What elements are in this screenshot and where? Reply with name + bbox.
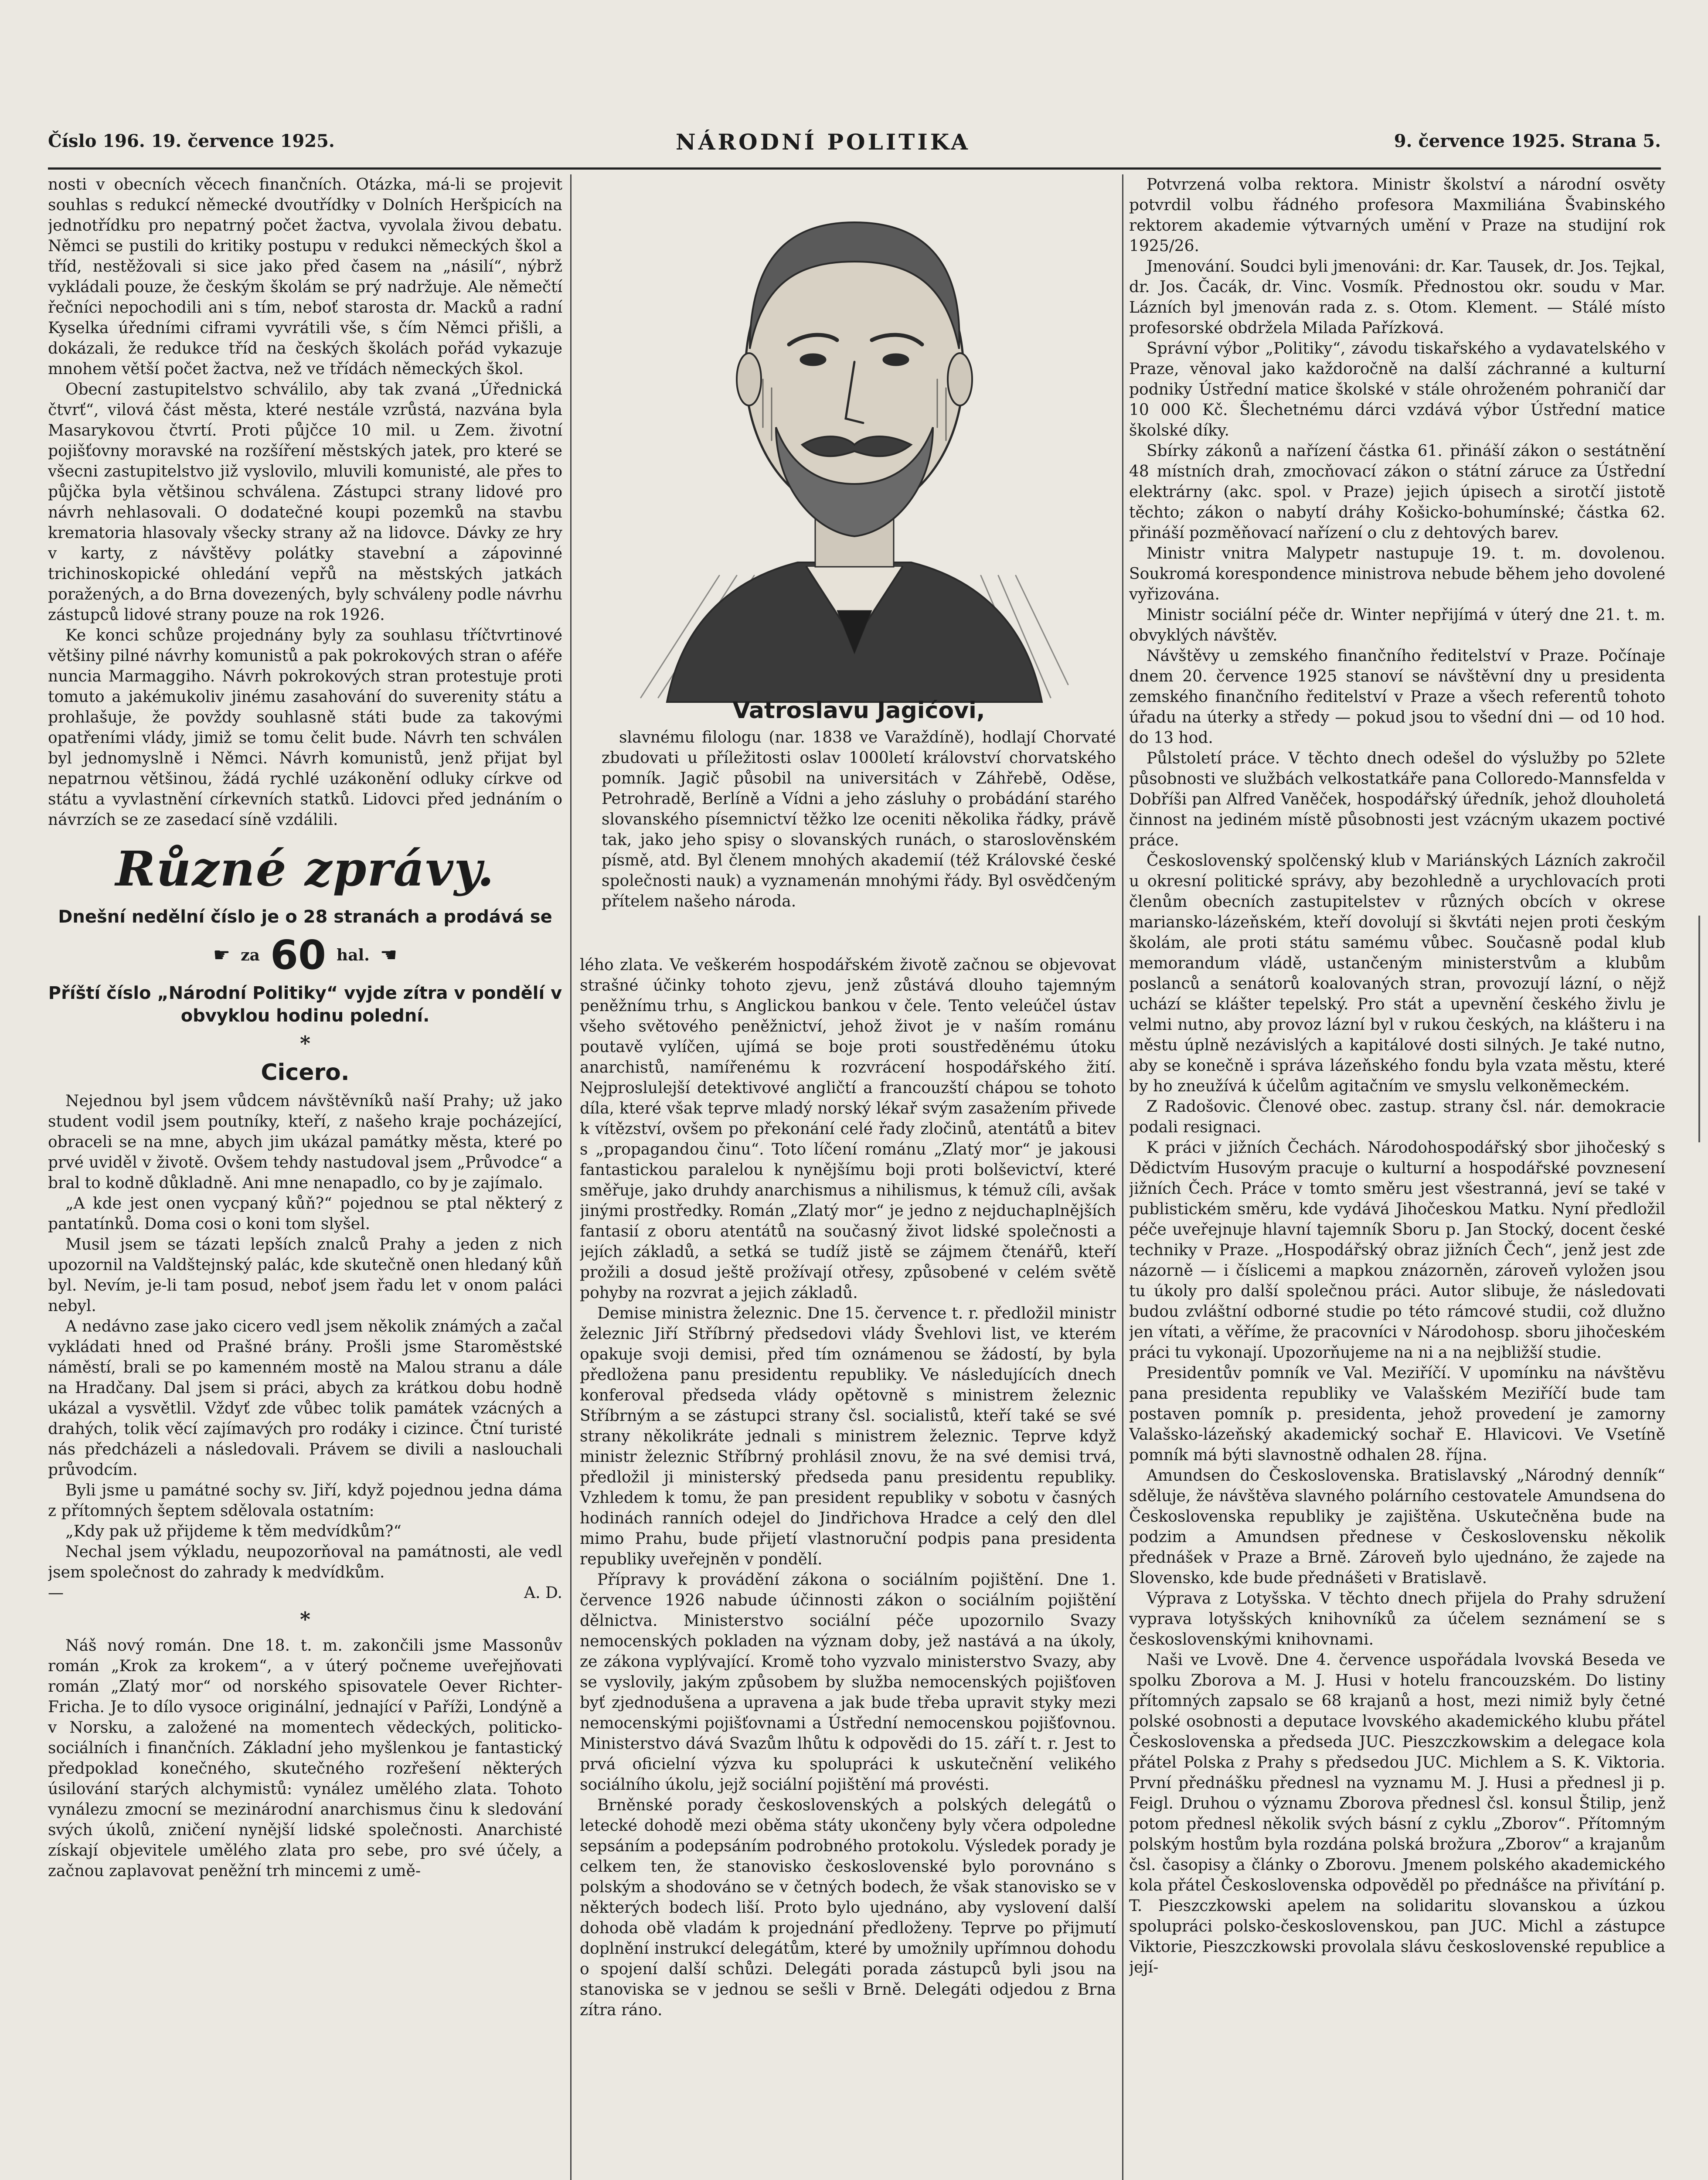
article-new-novel: Náš nový román. Dne 18. t. m. zakončili jsme Massonův román „Krok za krokem“, a v úterý počneme uveřejňovati román „Zlatý mor“ od norského spisovatele Oever Richter-Fricha. Je to dílo vysoce originální, jednající v Paříži, Londýně a v Norsku, a založené na momentech vědeckých, politicko-sociálních i finančních. Základní jeho myšlenkou je fantastický předpoklad konečného, skutečného rozřešení některých úsilování starých alchymistů: vynález umělého zlata. Tohoto vynálezu zmocní se mezinárodní anarchismus činu k sledování svých úkolů, zničení nynější lidské společnosti. Anarchisté získají objevitele umělého zlata pro sebe, pro své účely, a začnou zaplavovat peněžní trh mincemi z umě-: [48, 1637, 562, 1880]
news-marianske-lazne-club: Československý spolčenský klub v Mariánských Lázních zakročil u okresní politické správy, aby bezohledně a urychlovacích proti členům obecních zastupitelstev v různých obcích v okrese mariansko-lázeňském, kteří dovolují si škvtáti nejen proti českým školám, ale proti státu samému vůbec. Současně podal klub memorandum vládě, ustančeným ministerstvům a klubům poslanců a senátorů koalovaných stran, provozují lázní, o nějž uchází se klášter tepelský. Pro stát a upevnění českého živlu je velmi nutno, aby provoz lázní byl v rukou českých, na klášteru i na městu úplně nezávislých a kapitálové dosti silných. Je také nutno, aby se konečně i správa lázeňského fondu byla vzata městu, které by ho zneužívá k účelům agitačním ve smyslu velkoněmeckém.: [1129, 852, 1665, 1095]
price-amount: 60: [270, 932, 327, 978]
news-politika-board: Správní výbor „Politiky“, závodu tiskařského a vydavatelského v Praze, věnoval jako každoročně na další záchranné a kulturní podniky Ústřední matice školské v stále ohroženém pohraničí dar 10 000 Kč. Šlechetnému dárci vzdává výbor Ústřední matice školské díky.: [1129, 340, 1665, 439]
section-title: Různé zprávy.: [115, 841, 495, 897]
news-latvia-expedition: Výprava z Lotyšska. V těchto dnech přijela do Prahy sdružení vyprava lotyšských knihovníků za účelem seznámení se s československými knihovnami.: [1129, 1590, 1665, 1649]
feuilleton-signature: [48, 1583, 562, 1603]
column-right: [1129, 174, 1665, 2180]
signature-dash: —: [48, 1584, 64, 1602]
news-social-minister: Ministr sociální péče dr. Winter nepřijímá v úterý dne 21. t. m. obvyklých návštěv.: [1129, 606, 1665, 644]
feuilleton-paragraph: Byli jsme u památné sochy sv. Jiří, když pojednou jedna dáma z přítomných šeptem sdělovala ostatním:: [48, 1482, 562, 1520]
feuilleton-paragraph: Musil jsem se tázati lepších znalců Prahy a jeden z nich upozornil na Valdštejnský palác, kde skutečně onen hledaný kůň byl. Nevím, je-li tam posud, neboť jsem řadu let v onom paláci nebyl.: [48, 1236, 562, 1315]
column-left: [48, 174, 562, 2180]
news-law-collection: Sbírky zákonů a nařízení částka 61. přináší zákon o sestátnění 48 místních drah, zmocňovací zákon o státní záruce za Ústřední elektrárny (akc. spol. v Praze) jejich úpisech a sirotčí jistotě těchto; zákon o nabytí dráhy Košicko-bohumínské; částka 62. přináší pozměňovací nařízení o clu z dehtových barev.: [1129, 442, 1665, 542]
feuilleton-title: Cicero.: [261, 1059, 350, 1086]
page-header: [48, 131, 1661, 161]
article-brno-council-2: Obecní zastupitelstvo schválilo, aby tak zvaná „Úřednická čtvrť“, vilová část města, které nestále vzrůstá, nazvána byla Masarykovou čtvrtí. Proti půjčce 10 mil. u Zem. životní pojišťovny moravské na rozšíření městských jatek, pro které se všecni zastupitelstvo již vyslovilo, mluvili komunisté, ale přes to půjčka byla většinou schválena. Zástupci strany lidové pro návrh nehlasovali. O dodatečné koupi pozemků na stavbu krematoria hlasovaly všecky strany až na lidovce. Dávky ze hry v karty, z návštěvy polátky stavební a zápovinné trichinoskopické ohledání vepřů na městských jatkách poražených, a do Brna dovezených, byly schváleny podle návrhu zástupců lidové strany pouze na rok 1926.: [48, 381, 562, 624]
news-south-bohemia: K práci v jižních Čechách. Národohospodářský sbor jihočeský s Dědictvím Husovým pracuje o kulturní a hospodářské povznesení jižních Čech. Práce v tomto směru jest všestranná, jeví se také v publistickém směru, kde vydává Jihočeskou Matku. Nyní předložil péče uveřejnuje hlavní tajemník Sboru p. Jan Stocký, docent české techniky v Praze. „Hospodářský obraz jižních Čech“, jenž jest zde názorně — i číslicemi a mapkou znázorněn, zároveň vyložen jsou tu úkoly pro další společnou práci. Autor slibuje, že následovati budou zvláštní odborné studie po této rámcové studii, což dlužno jen vítati, a věříme, že pracovníci v Národohosp. sboru jihočeském práci tu vykonají. Upozorňujeme na ni a na nejbližší studie.: [1129, 1139, 1665, 1362]
news-amundsen: Amundsen do Československa. Bratislavský „Národný denník“ sděluje, že návštěva slavného polárního cestovatele Amundsena do Československa republiky je zajištěna. Uskutečněna bude na podzim a Amundsen přednese v Československu několik přednášek v Praze a Brně. Zároveň bylo ujednáno, že zajede na Slovensko, kde bude přednášeti v Bratislavě.: [1129, 1467, 1665, 1587]
news-half-century-work: Půlstoletí práce. V těchto dnech odešel do výslužby po 52lete působnosti ve službách velkostatkáře pana Colloredo-Mannsfelda v Dobříši pan Alfred Vaněček, hospodářský úředník, jehož dlouholetá činnost na jediném místě působnosti jest vzácným ukazem poctivé práce.: [1129, 749, 1665, 849]
column-divider-2: [1122, 174, 1123, 2180]
portrait-caption: [602, 698, 1116, 912]
price-row: [48, 932, 562, 978]
news-appointments: Jmenování. Soudci byli jmenováni: dr. Kar. Tausek, dr. Jos. Tejkal, dr. Jos. Čacák, dr. Vinc. Vosmík. Přednostou okr. soudu v Mar. Lázních byl jmenován rada z. s. Otom. Klement. — Stálé místo profesorské obdržela Milada Pařízková.: [1129, 258, 1665, 337]
news-president-monument: Presidentův pomník ve Val. Meziříčí. V upomínku na návštěvu pana presidenta republiky ve Valašském Meziříčí bude tam postaven pomník p. presidenta, jehož provedení je zamorny Valašsko-lázeňský akademický sochař E. Hlavicovi. Ve Vsetíně pomník má býti slavnostně odhalen 28. října.: [1129, 1364, 1665, 1464]
pointing-hand-right-icon: ☚: [380, 944, 398, 966]
article-railway-minister-resignation: Demise ministra železnic. Dne 15. července t. r. předložil ministr železnic Jiří Stříbrný předsedovi vlády Švehlovi list, ve kterém opakuje svoji demisi, před tím oznámenou se žádostí, by byla předložena panu presidentu republiky. Ve následujících dnech konferoval předseda vlády opětovně s ministrem železnic Stříbrným a se zástupci strany čsl. socialistů, kteří také se své strany několikráte jednali s ministrem železnic. Teprve když ministr železnic Stříbrný prohlásil znovu, že na své demisi trvá, předložil ji ministerský předseda panu presidentu republiky. Vzhledem k tomu, že pan president republiky v sobotu v časných hodinách ranních odejel do Jindřichova Hradce a celý den dlel mimo Prahu, bude přijetí vlastnoruční podpis pana presidenta republiky uveřejněn v pondělí.: [580, 1305, 1116, 1568]
portrait-engraving-image: [632, 183, 1077, 706]
news-rector-confirmed: Potvrzená volba rektora. Ministr školství a národní osvěty potvrdil volbu řádného profesora Maxmiliána Švabinského rektorem akademie výtvarných umění v Praze na studijní rok 1925/26.: [1129, 176, 1665, 255]
price-prefix: za: [241, 946, 260, 964]
header-rule: [48, 167, 1661, 170]
feuilleton-paragraph: Nejednou byl jsem vůdcem návštěvníků naší Prahy; už jako student vodil jsem poutníky, kteří, z našeho kraje pocházející, obraceli se na mne, abych jim ukázal památky města, které po prvé uviděl v životě. Ovšem tehdy nastudoval jsem „Průvodce“ a bral to kodně důkladně. Ani mne nenapadlo, co by je zajímalo.: [48, 1092, 562, 1192]
price-currency: hal.: [337, 946, 370, 964]
news-radosovice: Z Radošovic. Členové obec. zastup. strany čsl. nár. demokracie podali resignaci.: [1129, 1098, 1665, 1136]
pointing-hand-left-icon: ☛: [213, 944, 231, 966]
next-issue-notice: Příští číslo „Národní Politiky“ vyjde zítra v pondělí v obvyklou hodinu polední.: [48, 983, 562, 1026]
signature-initials: A. D.: [524, 1584, 562, 1602]
article-social-insurance: Přípravy k provádění zákona o sociálním pojištění. Dne 1. července 1926 nabude účinnosti zákon o sociálním pojištění dělnictva. Ministerstvo sociální péče upozornilo Svazy nemocenských pokladen na význam doby, jež nastává a na úkoly, ze zákona vyplývající. Kromě toho vyzvalo ministerstvo Svazy, aby se vyslovily, jakým způsobem by služba nemocenských pojišťoven byť zjednodušena a upravena a jak bude třeba upravit styky mezi nemocenskými pojišťovnami a Ústřední nemocenskou pojišťovnou. Ministerstvo dává Svazům lhůtu k odpovědi do 15. září t. r. Jest to prvá oficielní výzva ku spolupráci k uskutečnění velikého sociálního úkolu, jejž sociální pojištění má provésti.: [580, 1571, 1116, 1794]
article-brno-council: nosti v obecních věcech finančních. Otázka, má-li se projevit souhlas s redukcí německé dvoutřídky v Dolních Heršpicích na jednotřídku pro nepatrný počet žactva, vyvolala živou debatu. Němci se pustili do kritiky postupu v redukci německých škol a tříd, nestěžovali si sice jako před časem na „násilí“, nýbrž vykládali pouze, že českým školám se prý nadržuje. Ale němečtí řečníci nepochodili ani s tím, neboť starosta dr. Macků a radní Kyselka úředními ciframi vyvrátili vše, s čím Němci přišli, a dokázali, že redukce tříd na českých školách pořád vykazuje mnohem větší počet žactva, než ve třídách německých škol.: [48, 176, 562, 378]
article-novel-continued: lého zlata. Ve veškerém hospodářském životě začnou se objevovat strašné účinky tohoto zjevu, jenž zůstává dlouho tajemným peněžnímu trhu, s Anglickou bankou v čele. Tento veleúčel ústav všeho světového peněžnictví, jehož život je v naším románu poutavě vylíčen, ujímá se boje proti soustředěnému útoku anarchistů, namířenému k rozvrácení hospodářského žití. Nejproslulejší detektivové angličtí a francouzští chápou se tohoto díla, které však teprve mladý norský lékař svým zasažením přivede k vítězství, ovšem po překonání celé řady zločinů, atentátů a bitev s „propagandou činu“. Toto líčení románu „Zlatý mor“ je jakousi fantastickou paralelou k nynějšímu boji proti bolševictví, které směřuje, jako druhdy anarchismus a nihilismus, k témuž cíli, avšak jinými prostředky. Román „Zlatý mor“ je jedno z nejduchaplnějších fantasií z oboru atentátů na současný život lidské společnosti a jejích základů, a setká se tudíž jistě se zájmem čtenářů, kteří prožili a dosud ještě prožívají otřesy, způsobené v celém světě pohyby na rozvrat a jejich základů.: [580, 956, 1116, 1302]
news-interior-minister: Ministr vnitra Malypetr nastupuje 19. t. m. dovolenou. Soukromá korespondence ministrova nebude během jeho dovolené vyřizována.: [1129, 545, 1665, 603]
separator-star: *: [299, 1608, 311, 1631]
feuilleton-paragraph: „Kdy pak už přijdeme k těm medvídkům?“: [65, 1523, 401, 1540]
newspaper-masthead: NÁRODNÍ POLITIKA: [676, 129, 970, 155]
scan-edge-mark: [1698, 916, 1700, 1142]
news-lviv: Naši ve Lvově. Dne 4. července uspořádala lvovská Beseda ve spolku Zborova a M. J. Husi v hotelu francouzském. Do listiny přítomných zapsalo se 68 krajanů a host, mezi nimiž byly četné polské osobnosti a deputace lvovského akademického klubu přátel Československa a předseda JUC. Pieszczkowskim a delegace kola přátel Polska z Prahy s předsedou JUC. Michlem a S. K. Viktoria. První přednášku přednesl na vyznamu M. J. Husi a přednesl ji p. Feigl. Druhou o významu Zborova přednesl čsl. konsul Štilip, jenž potom přednesl několik svých básní z cyklu „Zborov“. Přítomným polským hostům byla rozdána polská brožura „Zborov“ a krajanům čsl. časopisy a články o Zborovu. Jmenem polského akademického kola přátel Československa odpověděl po přednášce na přivítání p. T. Pieszczkowski apelem na solidaritu slovanskou a úzkou spolupráci polsko-československou, pan JUC. Michl a zástupce Viktorie, Pieszczkowski provolala slávu československé republice a její-: [1129, 1651, 1665, 1976]
caption-text: slavnému filologu (nar. 1838 ve Varaždíně), hodlají Chorvaté zbudovati u příležitosti oslav 1000letí království chorvatského pomník. Jagič působil na universitách v Záhřebě, Oděse, Petrohradě, Berlíně a Vídni a jeho zásluhy o probádání starého slovanského písemnictví těžko lze oceniti několika řádky, právě tak, jako jeho spisy o slovanských runách, o staroslověnském písmě, atd. Byl členem mnohých akademií (též Královské české společnosti nauk) a vyznamenán mnohými řády. Byl osvědčeným přítelem našeho národa.: [602, 729, 1116, 910]
caption-title: Vatroslavu Jagićovi,: [732, 698, 985, 724]
column-divider-1: [570, 174, 572, 2180]
article-brno-council-3: Ke konci schůze projednány byly za souhlasu tříčtvrtinové většiny pilné návrhy komunistů a pak pokrokových stran o aféře nuncia Marmaggiho. Návrh pokrokových stran protestuje proti tomuto a jakémukoliv jinému zasahování do suverenity státu a prohlašuje, že povždy souhlasně státi bude za takovými opatřeními vlády, jimiž se tomu čelit bude. Návrh ten schválen byl jednomyslně i Němci. Návrh komunistů, jenž přijat byl nepatrnou většinou, žádá rychlé uzákonění odluky církve od státu a vyvlastnění církevních statků. Lidovci před jednáním o návrzích se ze zasedací síně vzdálili.: [48, 627, 562, 829]
issue-number: Číslo 196. 19. července 1925.: [48, 131, 335, 151]
separator-star: *: [299, 1032, 311, 1055]
page-date-number: 9. července 1925. Strana 5.: [1394, 131, 1661, 151]
sunday-issue-notice: Dnešní nedělní číslo je o 28 stranách a prodává se: [58, 907, 552, 927]
feuilleton-paragraph: A nedávno zase jako cicero vedl jsem několik známých a začal vykládati hned od Prašné brány. Prošli jsme Staroměstské náměstí, brali se po kamenném mostě na Malou stranu a dále na Hradčany. Dal jsem si práci, abych za krátkou dobu hodně ukázal a vysvětlil. Vždyť zde vůbec tolik památek vzácných a drahých, tolik věcí zajímavých pro rodáky i cizince. Čtní turisté nás předcházeli a následovali. Právem se divili a naslouchali průvodcím.: [48, 1318, 562, 1479]
news-finance-office-visits: Návštěvy u zemského finančního ředitelství v Praze. Počínaje dnem 20. července 1925 stanoví se návštěvní dny u presidenta zemského finančního ředitelství v Praze a všech referentů tohoto úřadu na úterky a středy — pokud jsou to všední dni — od 10 hod. do 13 hod.: [1129, 647, 1665, 747]
column-middle: [580, 955, 1116, 2180]
article-aviation-talks: Brněnské porady československých a polských delegátů o letecké dohodě mezi oběma státy ukončeny byly včera odpoledne sepsáním a podepsáním podrobného protokolu. Výsledek porady je celkem ten, že stanovisko československé bylo porovnáno s polským a shodováno se v četných bodech, že však stanovisko se v některých bodech liší. Proto bylo ujednáno, aby vyslovení další dohoda obě vladám k projednání předloženy. Teprve po přijmutí doplnění instrukcí delegátům, které by umožnily upřímnou dohodu o spojení další schůzi. Delegáti porada zástupců byli jsou na stanoviska se v jednou se sešli v Brně. Delegáti odjedou z Brna zítra ráno.: [580, 1796, 1116, 2019]
feuilleton-paragraph: „A kde jest onen vycpaný kůň?“ pojednou se ptal některý z pantatínků. Doma cosi o koni tom slyšel.: [48, 1195, 562, 1233]
feuilleton-paragraph: Nechal jsem výkladu, neupozorňoval na památnosti, ale vedl jsem společnost do zahrady k medvídkům.: [48, 1543, 562, 1581]
